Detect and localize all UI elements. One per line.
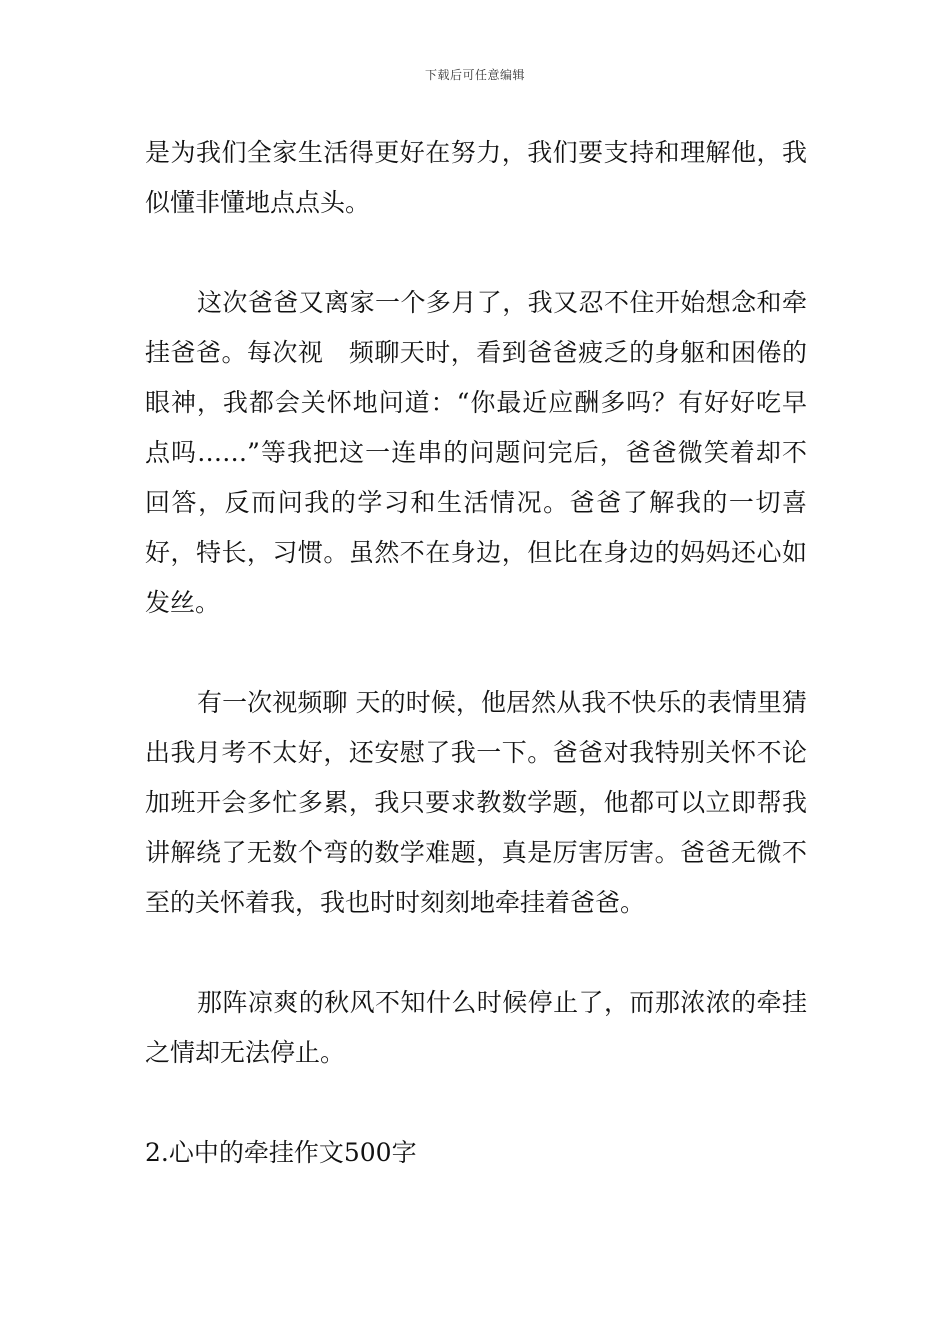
page-header: 下载后可任意编辑 (424, 68, 525, 82)
paragraph-missing-father: 这次爸爸又离家一个多月了，我又忍不住开始想念和牵挂爸爸。每次视 频聊天时，看到爸爸疲乏的身躯和困倦的眼神，我都会关怀地问道：“你最近应酬多吗？有好好吃早点吗……”等我把这一连串的问题问完后，爸爸微笑着却不回答，反而问我的学习和生活情况。爸爸了解我的一切喜好，特长，习惯。虽然不在身边，但比在身边的妈妈还心如发丝。 (145, 288, 807, 617)
paragraph-gap (145, 928, 807, 978)
paragraph-gap (145, 628, 807, 678)
document-body (145, 128, 807, 1178)
paragraph-video-chat: 有一次视频聊 天的时候，他居然从我不快乐的表情里猜出我月考不太好，还安慰了我一下。爸爸对我特别关怀不论加班开会多忙多累，我只要求教数学题，他都可以立即帮我讲解绕了无数个弯的数学难题，真是厉害厉害。爸爸无微不至的关怀着我，我也时时刻刻地牵挂着爸爸。 (145, 688, 807, 917)
paragraph-gap (145, 1078, 807, 1128)
section-heading: 2.心中的牵挂作文500字 (145, 1138, 417, 1167)
paragraph-conclusion: 那阵凉爽的秋风不知什么时候停止了，而那浓浓的牵挂之情却无法停止。 (145, 988, 807, 1067)
paragraph-continuation: 是为我们全家生活得更好在努力，我们要支持和理解他，我似懂非懂地点点头。 (145, 138, 807, 217)
paragraph-gap (145, 228, 807, 278)
